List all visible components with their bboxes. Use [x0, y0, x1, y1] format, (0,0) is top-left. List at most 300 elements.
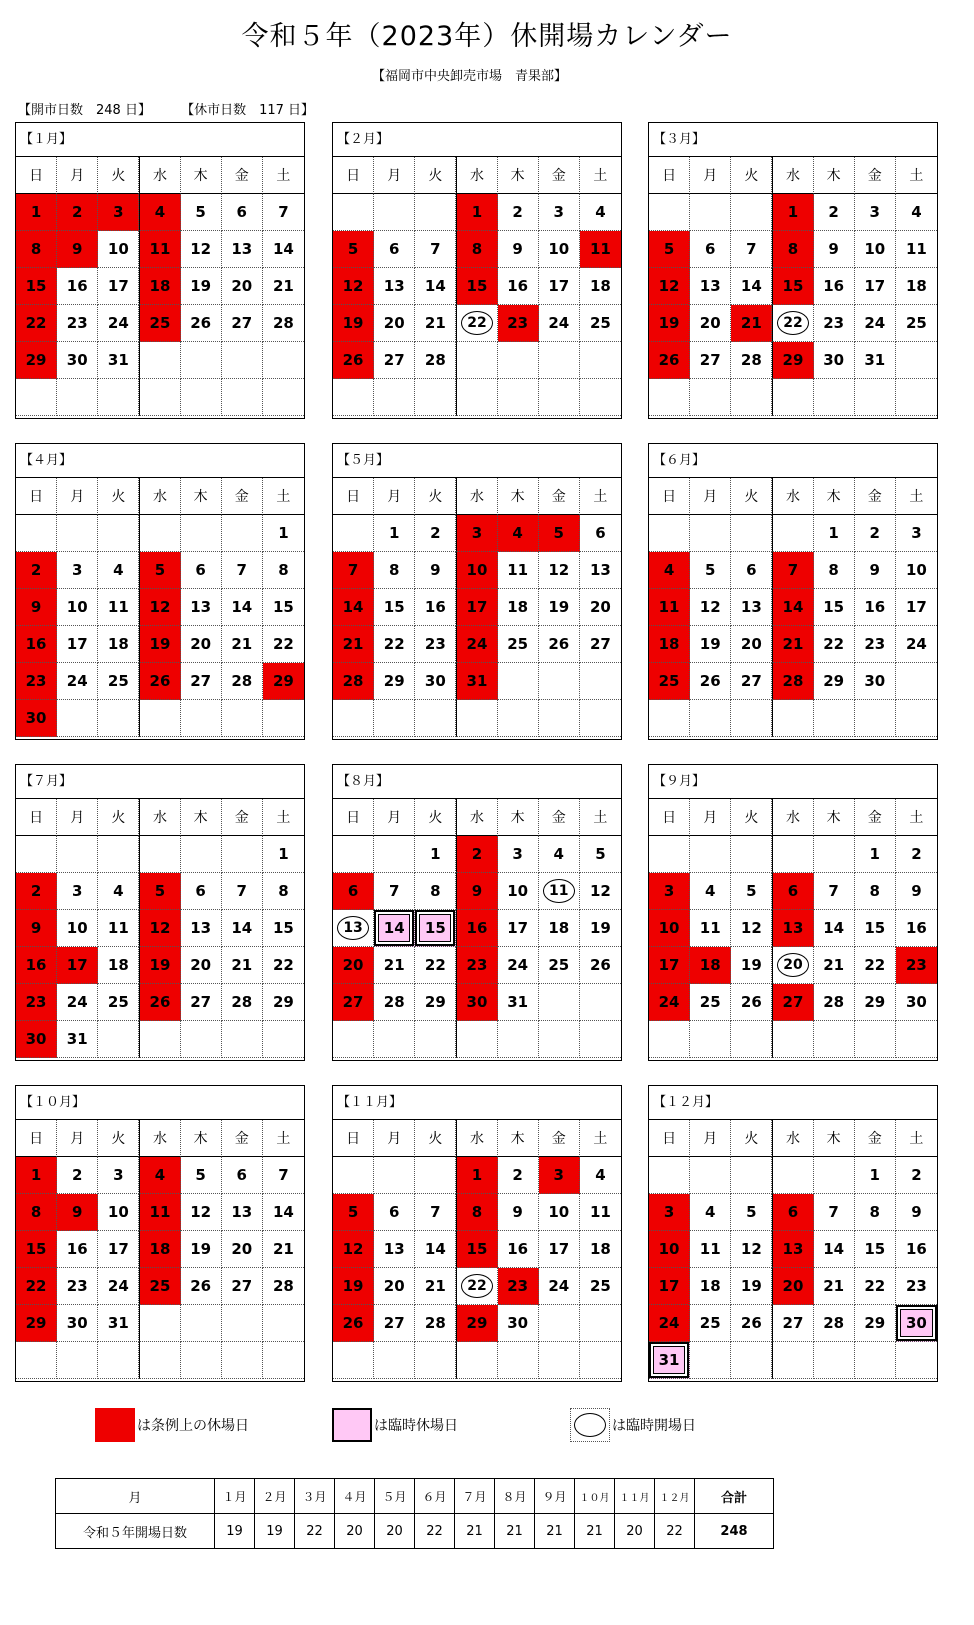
day-cell: 11 — [98, 910, 139, 947]
oval-icon — [574, 1413, 606, 1437]
weekday-header: 金 — [539, 478, 580, 515]
day-cell: 27 — [181, 984, 222, 1021]
day-cell: 4 — [139, 1157, 180, 1194]
day-cell: 22 — [374, 626, 415, 663]
day-cell: 24 — [539, 305, 580, 342]
empty-day-cell — [539, 663, 580, 700]
day-cell: 14 — [374, 910, 415, 947]
day-cell: 9 — [896, 1194, 937, 1231]
day-cell: 11 — [690, 1231, 731, 1268]
empty-day-cell — [690, 1157, 731, 1194]
month-calendar-7 — [15, 764, 305, 1061]
day-cell: 9 — [814, 231, 855, 268]
day-cell: 6 — [181, 873, 222, 910]
day-cell: 2 — [498, 194, 539, 231]
day-cell: 24 — [649, 984, 690, 1021]
day-cell: 3 — [855, 194, 896, 231]
month-calendar-1 — [15, 122, 305, 419]
day-cell: 7 — [814, 1194, 855, 1231]
weekday-header: 水 — [139, 799, 180, 836]
day-cell: 9 — [896, 873, 937, 910]
legend-pink-swatch — [332, 1408, 372, 1442]
weekday-header: 金 — [539, 799, 580, 836]
weekday-header: 水 — [456, 1120, 497, 1157]
day-cell: 21 — [814, 1268, 855, 1305]
day-cell: 14 — [772, 589, 813, 626]
empty-day-cell — [263, 1021, 304, 1058]
day-cell: 24 — [649, 1305, 690, 1342]
empty-day-cell — [580, 663, 621, 700]
table-value-2: 19 — [255, 1514, 295, 1549]
day-cell: 30 — [415, 663, 456, 700]
day-cell: 6 — [772, 1194, 813, 1231]
day-cell: 8 — [263, 552, 304, 589]
day-cell: 27 — [731, 663, 772, 700]
day-cell: 2 — [456, 836, 497, 873]
day-cell: 3 — [498, 836, 539, 873]
empty-day-cell — [690, 1342, 731, 1379]
day-cell: 13 — [374, 268, 415, 305]
day-cell: 13 — [181, 589, 222, 626]
table-value-1: 19 — [215, 1514, 255, 1549]
day-cell: 1 — [772, 194, 813, 231]
day-cell: 15 — [263, 589, 304, 626]
weekday-header: 土 — [263, 157, 304, 194]
empty-day-cell — [456, 1342, 497, 1379]
month-label: 【９月】 — [649, 765, 937, 799]
empty-day-cell — [415, 379, 456, 416]
day-cell: 30 — [855, 663, 896, 700]
day-cell: 22 — [855, 947, 896, 984]
month-label: 【１２月】 — [649, 1086, 937, 1120]
day-cell: 19 — [731, 947, 772, 984]
day-cell: 28 — [222, 984, 263, 1021]
day-cell: 21 — [731, 305, 772, 342]
day-cell: 8 — [374, 552, 415, 589]
day-cell: 19 — [139, 947, 180, 984]
weekday-header: 木 — [181, 799, 222, 836]
weekday-header: 土 — [580, 799, 621, 836]
day-cell: 29 — [814, 663, 855, 700]
weekday-header: 火 — [731, 478, 772, 515]
weekday-header: 月 — [57, 1120, 98, 1157]
empty-day-cell — [222, 1305, 263, 1342]
day-cell: 4 — [580, 194, 621, 231]
weekday-header: 火 — [731, 1120, 772, 1157]
empty-day-cell — [374, 1342, 415, 1379]
day-cell: 21 — [814, 947, 855, 984]
day-cell: 25 — [139, 1268, 180, 1305]
weekday-header: 金 — [855, 157, 896, 194]
day-cell: 18 — [896, 268, 937, 305]
table-value-6: 22 — [415, 1514, 455, 1549]
day-cell: 17 — [57, 947, 98, 984]
day-cell: 9 — [57, 231, 98, 268]
month-day-grid — [333, 799, 621, 1058]
empty-day-cell — [98, 1021, 139, 1058]
day-cell: 14 — [333, 589, 374, 626]
month-label: 【１０月】 — [16, 1086, 304, 1120]
empty-day-cell — [181, 342, 222, 379]
day-cell: 2 — [16, 552, 57, 589]
empty-day-cell — [374, 700, 415, 737]
weekday-header: 月 — [374, 799, 415, 836]
day-cell: 26 — [139, 984, 180, 1021]
day-cell: 13 — [731, 589, 772, 626]
empty-day-cell — [16, 1342, 57, 1379]
day-cell: 29 — [374, 663, 415, 700]
day-cell: 10 — [649, 910, 690, 947]
day-cell: 4 — [896, 194, 937, 231]
empty-day-cell — [772, 515, 813, 552]
day-cell: 3 — [896, 515, 937, 552]
day-cell: 13 — [580, 552, 621, 589]
month-label: 【２月】 — [333, 123, 621, 157]
day-cell: 9 — [16, 910, 57, 947]
day-cell: 7 — [333, 552, 374, 589]
legend-circle-label: は臨時開場日 — [612, 1418, 696, 1434]
empty-day-cell — [731, 194, 772, 231]
empty-day-cell — [98, 379, 139, 416]
empty-day-cell — [16, 836, 57, 873]
day-cell: 11 — [98, 589, 139, 626]
day-cell: 20 — [580, 589, 621, 626]
month-day-grid — [16, 1120, 304, 1379]
day-cell: 31 — [498, 984, 539, 1021]
weekday-header: 日 — [16, 478, 57, 515]
day-cell: 18 — [139, 1231, 180, 1268]
table-value-9: 21 — [535, 1514, 575, 1549]
weekday-header: 水 — [772, 1120, 813, 1157]
month-day-grid — [333, 1120, 621, 1379]
empty-day-cell — [139, 1021, 180, 1058]
empty-day-cell — [263, 1305, 304, 1342]
empty-day-cell — [690, 836, 731, 873]
day-cell: 21 — [263, 268, 304, 305]
day-cell: 22 — [16, 305, 57, 342]
day-cell: 7 — [222, 873, 263, 910]
day-cell: 17 — [98, 1231, 139, 1268]
day-cell: 23 — [498, 1268, 539, 1305]
table-value-total: 248 — [695, 1514, 774, 1549]
day-cell: 29 — [16, 1305, 57, 1342]
day-cell: 19 — [690, 626, 731, 663]
day-cell: 29 — [16, 342, 57, 379]
empty-day-cell — [333, 1342, 374, 1379]
day-cell: 2 — [814, 194, 855, 231]
empty-day-cell — [374, 1021, 415, 1058]
empty-day-cell — [181, 1305, 222, 1342]
table-value-7: 21 — [455, 1514, 495, 1549]
month-label: 【７月】 — [16, 765, 304, 799]
empty-day-cell — [263, 1342, 304, 1379]
month-calendar-9 — [648, 764, 938, 1061]
day-cell: 16 — [57, 268, 98, 305]
day-cell: 19 — [649, 305, 690, 342]
empty-day-cell — [731, 836, 772, 873]
day-cell: 14 — [222, 589, 263, 626]
day-cell: 25 — [98, 663, 139, 700]
empty-day-cell — [896, 1021, 937, 1058]
day-cell: 30 — [456, 984, 497, 1021]
day-cell: 21 — [415, 1268, 456, 1305]
day-cell: 27 — [374, 342, 415, 379]
special-open-marker: 22 — [461, 1274, 493, 1298]
empty-day-cell — [814, 1021, 855, 1058]
month-calendar-2 — [332, 122, 622, 419]
empty-day-cell — [649, 194, 690, 231]
empty-day-cell — [814, 700, 855, 737]
day-cell: 5 — [139, 552, 180, 589]
weekday-header: 金 — [222, 1120, 263, 1157]
empty-day-cell — [263, 700, 304, 737]
empty-day-cell — [456, 700, 497, 737]
day-cell: 5 — [649, 231, 690, 268]
day-cell: 12 — [649, 268, 690, 305]
month-calendar-10 — [15, 1085, 305, 1382]
month-calendar-11 — [332, 1085, 622, 1382]
empty-day-cell — [731, 1342, 772, 1379]
weekday-header: 木 — [181, 157, 222, 194]
day-cell: 28 — [263, 305, 304, 342]
day-cell: 6 — [772, 873, 813, 910]
day-cell: 28 — [814, 984, 855, 1021]
weekday-header: 月 — [690, 478, 731, 515]
day-cell: 19 — [139, 626, 180, 663]
day-cell: 1 — [855, 1157, 896, 1194]
day-cell: 10 — [855, 231, 896, 268]
page-title: 令和５年（2023年）休開場カレンダー — [241, 21, 733, 52]
empty-day-cell — [57, 836, 98, 873]
day-cell: 21 — [263, 1231, 304, 1268]
day-cell: 26 — [580, 947, 621, 984]
table-header-month: 月 — [56, 1479, 215, 1514]
table-month-2: ２月 — [255, 1479, 295, 1514]
day-cell: 28 — [814, 1305, 855, 1342]
special-open-marker: 22 — [461, 311, 493, 335]
legend-circle-swatch — [570, 1408, 610, 1442]
weekday-header: 日 — [16, 1120, 57, 1157]
day-cell: 27 — [222, 305, 263, 342]
day-cell: 4 — [498, 515, 539, 552]
day-cell: 1 — [263, 515, 304, 552]
month-day-grid — [333, 478, 621, 737]
weekday-header: 日 — [649, 478, 690, 515]
empty-day-cell — [772, 1342, 813, 1379]
day-cell: 3 — [57, 873, 98, 910]
day-cell: 1 — [456, 1157, 497, 1194]
day-cell: 6 — [374, 231, 415, 268]
day-cell: 25 — [690, 1305, 731, 1342]
day-cell: 21 — [333, 626, 374, 663]
empty-day-cell — [415, 1342, 456, 1379]
day-cell: 8 — [772, 231, 813, 268]
day-cell: 30 — [814, 342, 855, 379]
day-cell: 20 — [222, 268, 263, 305]
day-cell: 27 — [374, 1305, 415, 1342]
day-cell: 30 — [16, 1021, 57, 1058]
day-cell: 12 — [181, 231, 222, 268]
day-cell: 16 — [498, 268, 539, 305]
day-cell: 29 — [415, 984, 456, 1021]
weekday-header: 月 — [57, 478, 98, 515]
day-cell: 10 — [539, 231, 580, 268]
day-cell: 12 — [139, 910, 180, 947]
day-cell: 18 — [539, 910, 580, 947]
day-cell: 16 — [57, 1231, 98, 1268]
day-cell: 16 — [16, 626, 57, 663]
legend-red — [95, 1408, 249, 1442]
day-cell: 14 — [731, 268, 772, 305]
day-cell: 11 — [649, 589, 690, 626]
table-month-3: ３月 — [295, 1479, 335, 1514]
weekday-header: 木 — [498, 478, 539, 515]
empty-day-cell — [498, 700, 539, 737]
day-cell: 6 — [222, 1157, 263, 1194]
day-cell: 14 — [222, 910, 263, 947]
day-cell: 11 — [498, 552, 539, 589]
day-cell: 3 — [539, 194, 580, 231]
month-calendar-8 — [332, 764, 622, 1061]
day-cell: 7 — [415, 1194, 456, 1231]
day-cell: 14 — [415, 1231, 456, 1268]
weekday-header: 月 — [374, 1120, 415, 1157]
empty-day-cell — [222, 1021, 263, 1058]
day-cell: 15 — [16, 1231, 57, 1268]
day-cell: 10 — [896, 552, 937, 589]
day-cell: 31 — [98, 1305, 139, 1342]
empty-day-cell — [374, 194, 415, 231]
empty-day-cell — [896, 1342, 937, 1379]
weekday-header: 土 — [896, 157, 937, 194]
day-cell — [456, 305, 497, 342]
day-cell: 20 — [181, 947, 222, 984]
day-cell: 12 — [333, 268, 374, 305]
day-cell: 24 — [498, 947, 539, 984]
day-cell: 15 — [415, 910, 456, 947]
empty-day-cell — [57, 379, 98, 416]
weekday-header: 木 — [181, 478, 222, 515]
empty-day-cell — [580, 1305, 621, 1342]
weekday-header: 木 — [498, 1120, 539, 1157]
weekday-header: 火 — [98, 799, 139, 836]
empty-day-cell — [580, 1021, 621, 1058]
day-cell: 20 — [181, 626, 222, 663]
day-cell: 15 — [456, 1231, 497, 1268]
table-month-12: １２月 — [655, 1479, 695, 1514]
day-cell: 8 — [16, 1194, 57, 1231]
weekday-header: 火 — [98, 1120, 139, 1157]
legend-red-swatch — [95, 1408, 135, 1442]
day-cell: 3 — [57, 552, 98, 589]
day-cell: 28 — [263, 1268, 304, 1305]
empty-day-cell — [690, 515, 731, 552]
day-cell: 11 — [690, 910, 731, 947]
day-cell: 5 — [539, 515, 580, 552]
day-cell: 14 — [415, 268, 456, 305]
day-cell: 7 — [772, 552, 813, 589]
weekday-header: 月 — [374, 478, 415, 515]
day-cell: 17 — [498, 910, 539, 947]
day-cell: 27 — [690, 342, 731, 379]
open-days-table — [55, 1478, 774, 1549]
day-cell: 23 — [16, 984, 57, 1021]
day-cell: 2 — [855, 515, 896, 552]
weekday-header: 日 — [16, 157, 57, 194]
weekday-header: 水 — [456, 478, 497, 515]
day-cell: 23 — [456, 947, 497, 984]
empty-day-cell — [456, 1021, 497, 1058]
weekday-header: 水 — [772, 157, 813, 194]
empty-day-cell — [98, 515, 139, 552]
table-month-1: １月 — [215, 1479, 255, 1514]
day-cell: 6 — [222, 194, 263, 231]
special-open-marker: 13 — [337, 916, 369, 940]
day-cell: 8 — [814, 552, 855, 589]
month-calendar-6 — [648, 443, 938, 740]
month-day-grid — [649, 478, 937, 737]
empty-day-cell — [896, 700, 937, 737]
empty-day-cell — [539, 1305, 580, 1342]
day-cell: 8 — [855, 1194, 896, 1231]
day-cell: 3 — [98, 194, 139, 231]
empty-day-cell — [690, 194, 731, 231]
table-month-8: ８月 — [495, 1479, 535, 1514]
day-cell: 21 — [415, 305, 456, 342]
day-cell: 1 — [855, 836, 896, 873]
legend-pink-label: は臨時休場日 — [374, 1418, 458, 1434]
day-cell: 25 — [580, 305, 621, 342]
month-label: 【５月】 — [333, 444, 621, 478]
weekday-header: 木 — [814, 799, 855, 836]
empty-day-cell — [539, 700, 580, 737]
day-cell: 19 — [181, 1231, 222, 1268]
empty-day-cell — [731, 700, 772, 737]
day-cell: 23 — [57, 305, 98, 342]
day-cell: 4 — [539, 836, 580, 873]
day-cell — [772, 947, 813, 984]
day-cell: 5 — [333, 1194, 374, 1231]
weekday-header: 火 — [731, 157, 772, 194]
empty-day-cell — [181, 379, 222, 416]
day-cell: 27 — [181, 663, 222, 700]
day-cell: 30 — [57, 1305, 98, 1342]
day-cell: 21 — [772, 626, 813, 663]
day-cell: 26 — [181, 305, 222, 342]
day-cell: 29 — [855, 1305, 896, 1342]
day-cell: 4 — [98, 873, 139, 910]
day-cell: 30 — [896, 1305, 937, 1342]
day-cell: 15 — [456, 268, 497, 305]
day-cell: 7 — [263, 194, 304, 231]
day-cell: 27 — [333, 984, 374, 1021]
day-cell: 7 — [731, 231, 772, 268]
day-cell: 31 — [456, 663, 497, 700]
day-cell: 18 — [580, 268, 621, 305]
day-cell: 12 — [731, 1231, 772, 1268]
empty-day-cell — [580, 984, 621, 1021]
weekday-header: 日 — [16, 799, 57, 836]
day-cell: 25 — [98, 984, 139, 1021]
day-cell: 20 — [731, 626, 772, 663]
day-cell: 10 — [498, 873, 539, 910]
day-cell: 28 — [772, 663, 813, 700]
day-cell: 24 — [855, 305, 896, 342]
weekday-header: 水 — [772, 799, 813, 836]
day-cell: 18 — [580, 1231, 621, 1268]
day-cell: 25 — [690, 984, 731, 1021]
day-cell: 5 — [181, 1157, 222, 1194]
